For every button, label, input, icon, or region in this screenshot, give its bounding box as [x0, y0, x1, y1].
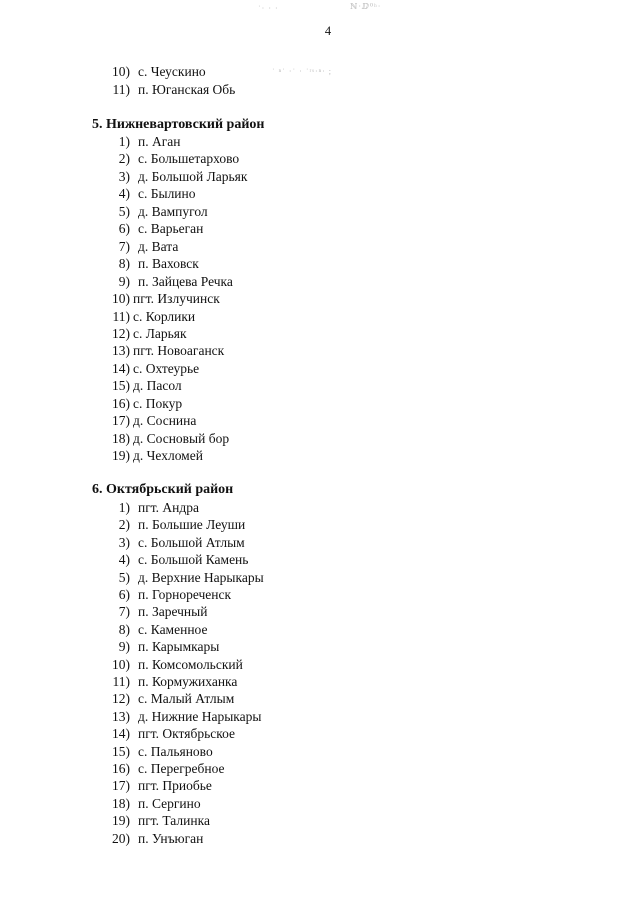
item-text: с. Охтеурье [133, 360, 200, 376]
item-text: п. Унъюган [138, 830, 204, 846]
item-text: с. Малый Атлым [138, 691, 235, 707]
item-text: п. Аган [138, 134, 181, 149]
item-number: 19) [112, 813, 130, 829]
item-number: 16) [112, 761, 130, 776]
item-number: 13) [112, 343, 130, 359]
item-number: 18) [112, 430, 130, 446]
item-number: 8) [118, 621, 130, 637]
item-text: пгт. Излучинск [133, 291, 220, 307]
item-text: с. Покур [133, 395, 183, 411]
item-text: п. Зайцева Речка [138, 273, 233, 289]
item-text: д. Соснина [133, 413, 197, 429]
item-text: д. Пасол [133, 378, 182, 394]
item-number: 12) [112, 691, 130, 707]
item-text: д. Верхние Нарыкары [138, 569, 264, 585]
item-text: п. Заречный [138, 604, 208, 620]
section-title: Октябрьский район [106, 482, 234, 497]
item-number: 13) [112, 708, 130, 724]
item-text: п. Горнореченск [138, 587, 232, 602]
item-number: 10) [112, 656, 130, 672]
item-text: с. Варьеган [138, 221, 204, 237]
item-number: 1) [118, 134, 130, 149]
section-number: 6. [92, 482, 103, 497]
item-text: пгт. Андра [138, 500, 199, 515]
item-text: п. Комсомольский [138, 656, 243, 672]
item-text: с. Каменное [138, 621, 208, 637]
item-number: 7) [118, 604, 130, 620]
item-number: 2) [118, 517, 130, 533]
item-number: 4) [118, 552, 130, 568]
item-number: 15) [112, 378, 130, 394]
item-number: 14) [112, 360, 130, 376]
section-heading-6 [92, 482, 233, 498]
item-text: с. Пальяново [138, 743, 213, 759]
scan-artifact: ˙ ⁿ˙ ·˙ · ˙ʳˢ·ⁿ· ; [272, 67, 333, 76]
item-text: пгт. Октябрьское [138, 726, 236, 742]
section-heading-5 [92, 117, 264, 133]
section-number: 5. [92, 117, 103, 132]
item-text: пгт. Новоаганск [133, 343, 225, 359]
item-text: д. Чехломей [133, 448, 203, 464]
item-number: 9) [118, 639, 130, 655]
item-number: 10) [112, 64, 130, 79]
item-number: 1) [118, 500, 130, 515]
item-number: 4) [118, 186, 130, 202]
item-number: 3) [118, 168, 130, 184]
item-text: д. Вампугол [138, 203, 208, 219]
item-text: с. Большетархово [138, 151, 240, 167]
item-number: 7) [118, 238, 130, 254]
item-number: 8) [118, 256, 130, 272]
item-text: д. Большой Ларьяк [138, 168, 248, 184]
item-number: 10) [112, 291, 130, 307]
item-text: пгт. Приобье [138, 778, 212, 794]
section-title: Нижневартовский район [106, 117, 265, 132]
item-number: 15) [112, 743, 130, 759]
item-number: 6) [118, 587, 130, 602]
item-text: д. Нижние Нарыкары [138, 708, 262, 724]
page-number: 4 [324, 24, 332, 38]
item-number: 6) [118, 221, 130, 237]
item-text: п. Большие Леуши [138, 517, 246, 533]
item-text: с. Корлики [133, 308, 196, 324]
item-number: 18) [112, 795, 130, 811]
item-number: 5) [118, 203, 130, 219]
item-text: п. Юганская Обь [138, 82, 236, 97]
item-number: 11) [112, 82, 130, 97]
item-number: 11) [112, 308, 130, 324]
item-text: с. Былино [138, 186, 196, 202]
scan-artifact: ℕ·ⅅ⁰ʰ· [350, 2, 382, 11]
item-text: с. Перегребное [138, 761, 225, 776]
item-number: 2) [118, 151, 130, 167]
item-text: п. Карымкары [138, 639, 220, 655]
item-number: 17) [112, 778, 130, 794]
item-text: п. Кормужиханка [138, 674, 238, 689]
item-text: п. Сергино [138, 795, 201, 811]
item-text: п. Ваховск [138, 256, 199, 272]
item-text: с. Большой Атлым [138, 534, 245, 550]
item-number: 16) [112, 395, 130, 411]
item-text: д. Сосновый бор [133, 430, 230, 446]
item-number: 14) [112, 726, 130, 742]
item-text: пгт. Талинка [138, 813, 210, 829]
scan-artifact: ˙· · · [258, 4, 279, 13]
item-number: 5) [118, 569, 130, 585]
item-number: 3) [118, 534, 130, 550]
item-text: с. Чеускино [138, 64, 206, 79]
item-number: 12) [112, 325, 130, 341]
item-number: 19) [112, 448, 130, 464]
item-number: 20) [112, 830, 130, 846]
item-number: 17) [112, 413, 130, 429]
item-text: с. Большой Камень [138, 552, 249, 568]
item-text: д. Вата [138, 238, 179, 254]
item-number: 11) [112, 674, 130, 689]
item-text: с. Ларьяк [133, 325, 187, 341]
item-number: 9) [118, 273, 130, 289]
